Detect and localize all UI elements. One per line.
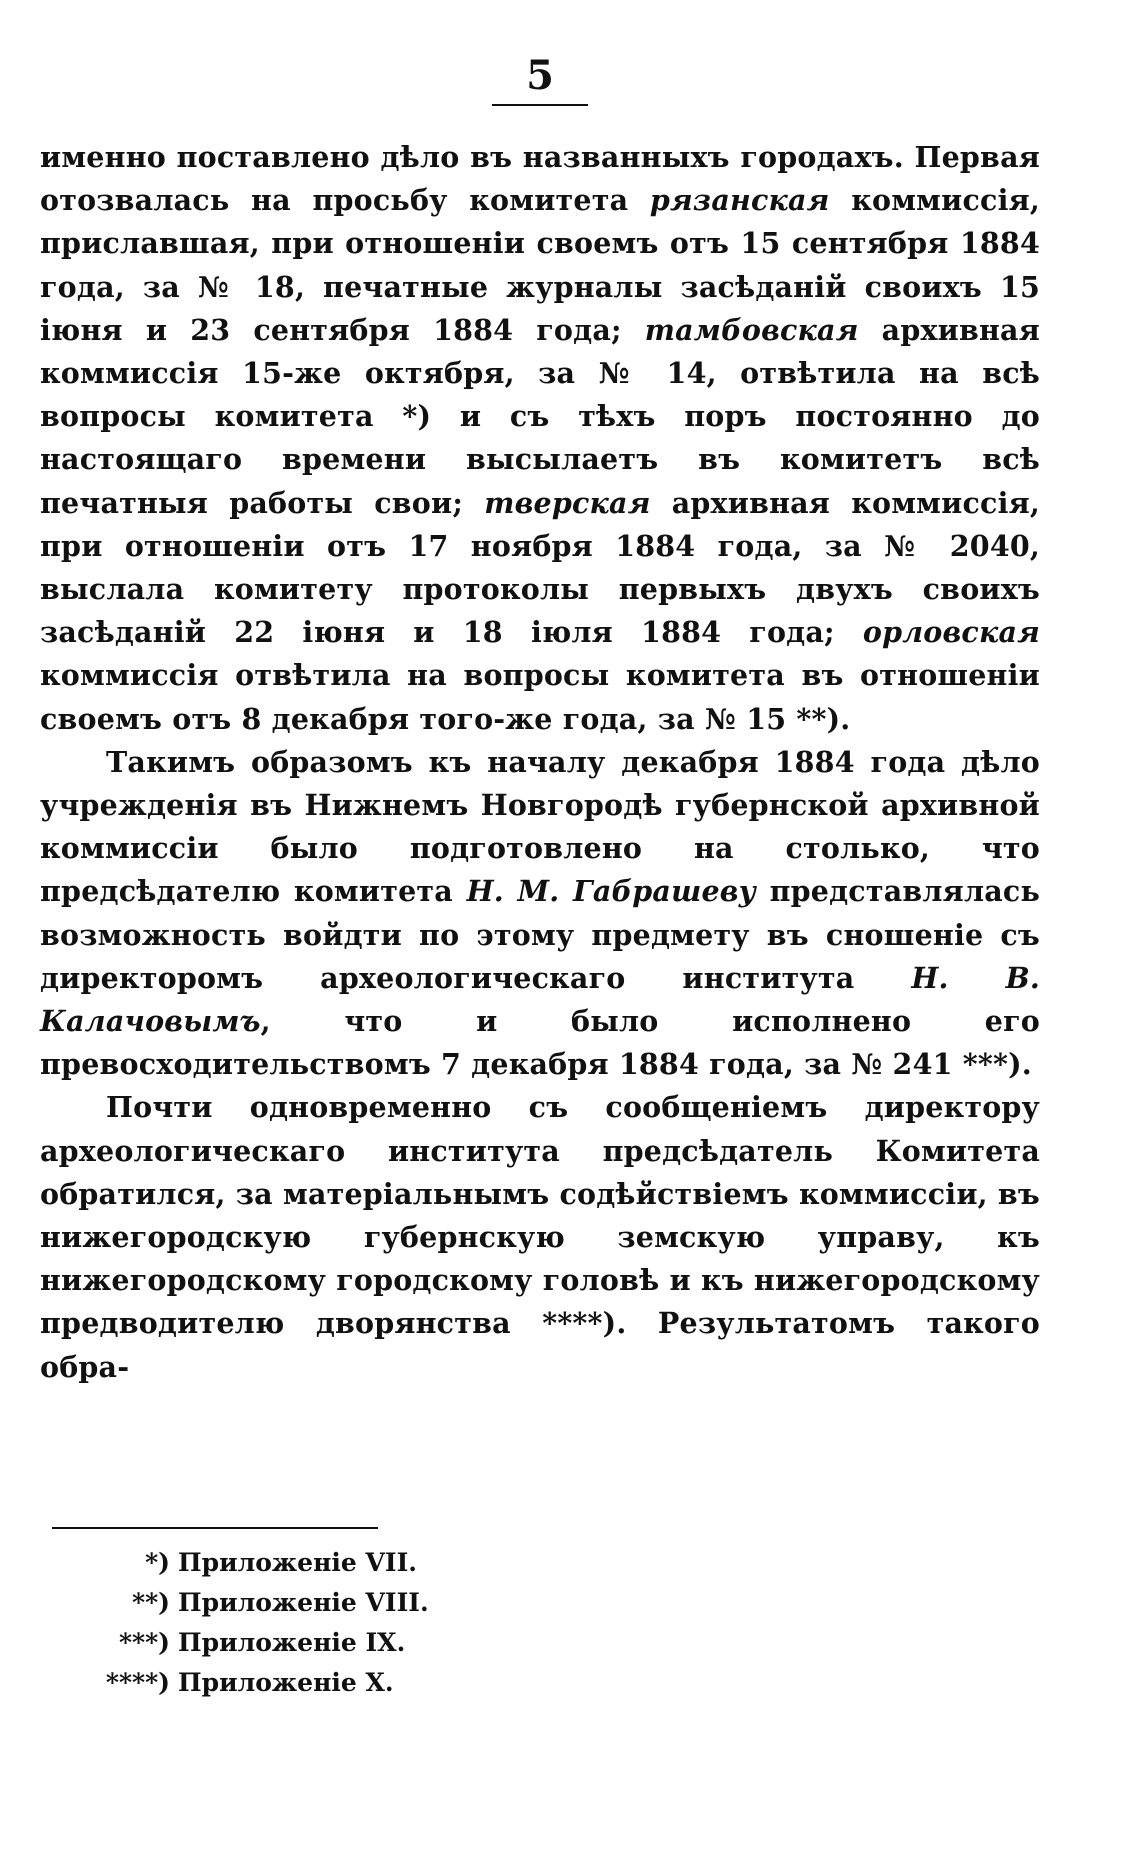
footnote-mark: *) — [145, 1548, 170, 1577]
footnote-mark: **) — [132, 1588, 170, 1617]
italic-text: орловская — [862, 615, 1040, 650]
paragraph — [40, 1086, 1040, 1388]
footnote-text: Приложеніе VIII. — [178, 1588, 429, 1617]
text-run: архивная коммиссія 15-же октября, за № 14, отвѣтила на всѣ вопросы комитета *) и съ тѣхъ поръ постоянно до настоящаго времени высылаетъ въ комитетъ всѣ печатныя работы свои; — [40, 312, 1040, 520]
text-run: архивная коммиссія, при отношеніи отъ 17 ноября 1884 года, за № 2040, выслала комитету протоколы первыхъ двухъ своихъ засѣданій 22 іюня и 18 іюля 1884 года; — [40, 485, 1040, 650]
text-run: коммиссія отвѣтила на вопросы комитета въ отношеніи своемъ отъ 8 декабря того-же года, за № 15 **). — [40, 658, 1040, 736]
text-run: , что и было исполнено его превосходительствомъ 7 декабря 1884 года, за № 241 ***). — [40, 1004, 1040, 1082]
footnote-text: Приложеніе IX. — [178, 1628, 406, 1657]
paragraph — [40, 136, 1040, 741]
italic-text: Н. В. Калачовымъ — [40, 960, 1040, 1039]
italic-text: рязанская — [649, 183, 830, 218]
italic-text: Н. М. Габрашеву — [466, 874, 756, 909]
text-run: коммиссія, приславшая, при отношеніи своемъ отъ 15 сентября 1884 года, за № 18, печатные журналы засѣданій своихъ 15 іюня и 23 сентября 1884 года; — [40, 183, 1040, 347]
footnote — [90, 1663, 490, 1703]
footnote — [90, 1623, 490, 1663]
footnote-text: Приложеніе VII. — [178, 1548, 417, 1577]
page-number-rule — [492, 104, 588, 106]
footnotes — [90, 1543, 490, 1703]
footnote-text: Приложеніе X. — [178, 1668, 394, 1697]
text-run: представлялась возможность войдти по этому предмету въ сношеніе съ директоромъ археологическаго института — [40, 874, 1040, 995]
footnote — [90, 1543, 490, 1583]
text-run: именно поставлено дѣло въ названныхъ городахъ. Первая отозвалась на просьбу комитета — [40, 140, 1040, 218]
footnote-rule — [52, 1527, 378, 1529]
paragraph — [40, 741, 1040, 1087]
italic-text: тверская — [484, 485, 651, 520]
footnote-mark: ***) — [118, 1628, 170, 1657]
footnote-mark: ****) — [105, 1668, 170, 1697]
italic-text: тамбовская — [644, 312, 859, 347]
body-text — [40, 136, 1040, 1389]
text-run: Такимъ образомъ къ началу декабря 1884 года дѣло учрежденія въ Нижнемъ Новгородѣ губернской архивной коммиссіи было подготовлено на столько, что предсѣдателю комитета — [40, 744, 1040, 909]
text-run: Почти одновременно съ сообщеніемъ директору археологическаго института предсѣдатель Комитета обратился, за матеріальнымъ содѣйствіемъ коммиссіи, въ нижегородскую губернскую земскую управу, къ нижегородскому городскому головѣ и къ нижегородскому предводителю дворянства ****). Результатомъ такого обра- — [40, 1090, 1040, 1384]
footnote — [90, 1583, 490, 1623]
page-number: 5 — [526, 52, 554, 99]
